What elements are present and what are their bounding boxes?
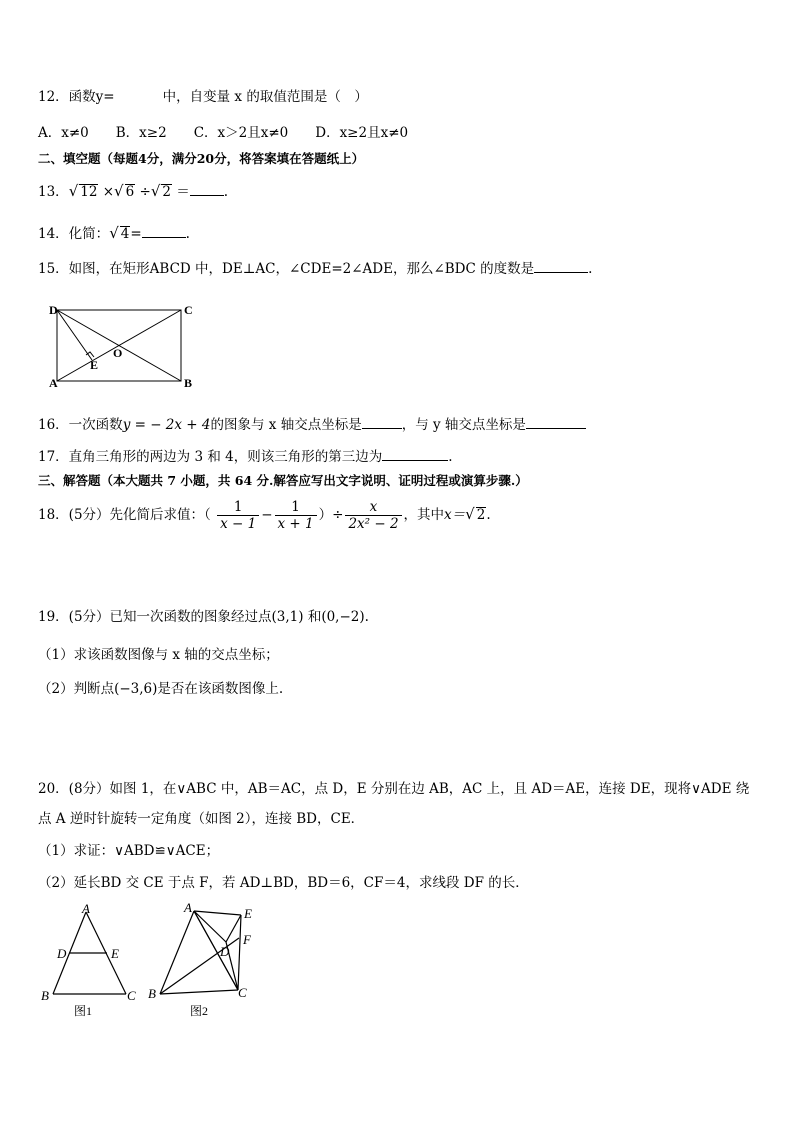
q20-figure-1 — [36, 902, 146, 1020]
q17-answer-blank[interactable] — [382, 448, 448, 461]
q16-mid: 的图象与 x 轴交点坐标是 — [210, 417, 362, 433]
q16-blank-y[interactable] — [526, 416, 586, 429]
q13-radicand-2: 6 — [125, 184, 135, 200]
fig15-label-e: E — [90, 358, 99, 372]
q12-prefix: 12．函数y= — [38, 89, 115, 105]
q17-line — [38, 448, 453, 466]
q18-f3-den: 2x² − 2 — [348, 516, 399, 532]
section-2-title: 二、填空题（每题4分，满分20分，将答案填在答题纸上） — [38, 151, 365, 166]
fig15-label-o: O — [113, 346, 123, 360]
q18-fraction-1 — [217, 499, 259, 532]
q19-part-1: （1）求该函数图像与 x 轴的交点坐标； — [38, 647, 279, 663]
fig1-label-a: A — [82, 902, 90, 916]
q13-end: . — [223, 184, 229, 200]
q20-figure-2 — [146, 898, 270, 1020]
q19-part-2: （2）判断点(−3,6)是否在该函数图像上. — [38, 681, 284, 697]
q20-line-2: 点 A 逆时针旋转一定角度（如图 2），连接 BD，CE． — [38, 811, 365, 827]
q14-eq: = — [130, 226, 142, 242]
q14-answer-blank[interactable] — [142, 225, 186, 238]
q18-f1-num: 1 — [217, 499, 259, 516]
q15-text: 15．如图，在矩形ABCD 中，DE⊥AC，∠CDE=2∠ADE，那么∠BDC 的度数是 — [38, 261, 535, 277]
q17-end: . — [448, 449, 453, 465]
q19-line: 19．(5分）已知一次函数的图象经过点(3,1) 和(0,−2). — [38, 609, 369, 625]
q18-end: . — [486, 507, 491, 523]
q14-line: 14．化简：√ 4= . — [38, 224, 190, 242]
fig1-label-e: E — [111, 946, 119, 961]
fig1-label-b: B — [41, 988, 49, 1003]
q15-end: . — [588, 261, 593, 277]
q18-f2-den: x + 1 — [277, 516, 314, 532]
q18-fraction-3 — [345, 499, 401, 532]
fig2-label-f: F — [243, 932, 251, 947]
fig1-caption: 图1 — [74, 1004, 93, 1018]
q12-options: A．x≠0 B．x≥2 C．x＞2且x≠0 D．x≥2且x≠0 — [38, 125, 409, 141]
q18-x-equals: x＝ — [444, 507, 466, 523]
q16-function: y = − 2x + 4 — [122, 417, 211, 433]
q13-num: 13． — [38, 184, 69, 200]
q13-eq: ＝ — [176, 184, 190, 200]
fig1-label-d: D — [57, 946, 67, 961]
q15-rectangle-figure — [40, 298, 210, 392]
fig2-label-c: C — [238, 985, 247, 1000]
fig2-label-a: A — [184, 900, 192, 915]
q17-text: 17．直角三角形的两边为 3 和 4，则该三角形的第三边为 — [38, 449, 383, 465]
q12-suffix: 中，自变量 x 的取值范围是（ ） — [162, 89, 368, 105]
q16-blank-x[interactable] — [362, 416, 402, 429]
q13-times: × — [102, 184, 115, 200]
q14-end: . — [185, 226, 190, 242]
q14-prefix: 14．化简： — [38, 226, 110, 242]
q13-answer-blank[interactable] — [190, 183, 224, 196]
q18-line: 18．(5分）先化简后求值：（ $\frac{1}{x - 1}$ − $\frac{1}{x + 1}$ ）÷ $\frac{x}{\text{2x² − 2}}$ ，其中x＝√ 2. — [38, 499, 491, 532]
section-3-heading: 三、解答题 — [38, 473, 101, 488]
q15-answer-blank[interactable] — [534, 260, 588, 273]
q13-radicand-1: 12 — [80, 184, 98, 200]
q14-radicand: 4 — [120, 226, 130, 242]
q18-prefix: 18．(5分）先化简后求值：（ — [38, 507, 211, 523]
q16-prefix: 16．一次函数 — [38, 417, 123, 433]
fig15-label-d: D — [49, 303, 58, 317]
fig1-label-c: C — [127, 988, 136, 1003]
q18-f3-num: x — [345, 499, 401, 516]
fig2-label-b: B — [148, 986, 156, 1001]
q18-close: ）÷ — [318, 507, 344, 523]
fig15-label-a: A — [49, 376, 58, 390]
q13-div: ÷ — [139, 184, 151, 200]
q20-part-2: （2）延长BD 交 CE 于点 F，若 AD⊥BD，BD＝6，CF＝4，求线段 DF 的长． — [38, 875, 529, 891]
q15-line — [38, 260, 592, 278]
fig15-label-c: C — [184, 303, 193, 317]
q20-part-1: （1）求证：∨ABD≌∨ACE； — [38, 843, 220, 859]
fig15-label-b: B — [184, 376, 193, 390]
q16-line — [38, 416, 586, 434]
section-3-note: （本大题共 7 小题，共 64 分.解答应写出文字说明、证明过程或演算步骤.） — [100, 473, 528, 488]
fig2-label-d: D — [220, 944, 230, 959]
q18-radicand: 2 — [476, 507, 486, 523]
fig2-caption: 图2 — [190, 1004, 209, 1018]
q20-line-1: 20．(8分）如图 1，在∨ABC 中，AB＝AC，点 D，E 分别在边 AB，AC 上，且 AD＝AE，连接 DE，现将∨ADE 绕 — [38, 781, 750, 797]
q12-line — [38, 88, 368, 106]
q18-suffix: ，其中 — [403, 507, 445, 523]
q18-minus: − — [261, 507, 273, 523]
q16-mid2: ，与 y 轴交点坐标是 — [401, 417, 526, 433]
q18-f1-den: x − 1 — [220, 516, 257, 532]
q13-line: 13．√ 12 ×√ 6 ÷√ 2 ＝ . — [38, 182, 229, 200]
q18-f2-num: 1 — [275, 499, 317, 516]
q13-radicand-3: 2 — [162, 184, 171, 200]
fig2-label-e: E — [244, 906, 252, 921]
q18-fraction-2 — [275, 499, 317, 532]
section-3-title — [38, 472, 528, 490]
